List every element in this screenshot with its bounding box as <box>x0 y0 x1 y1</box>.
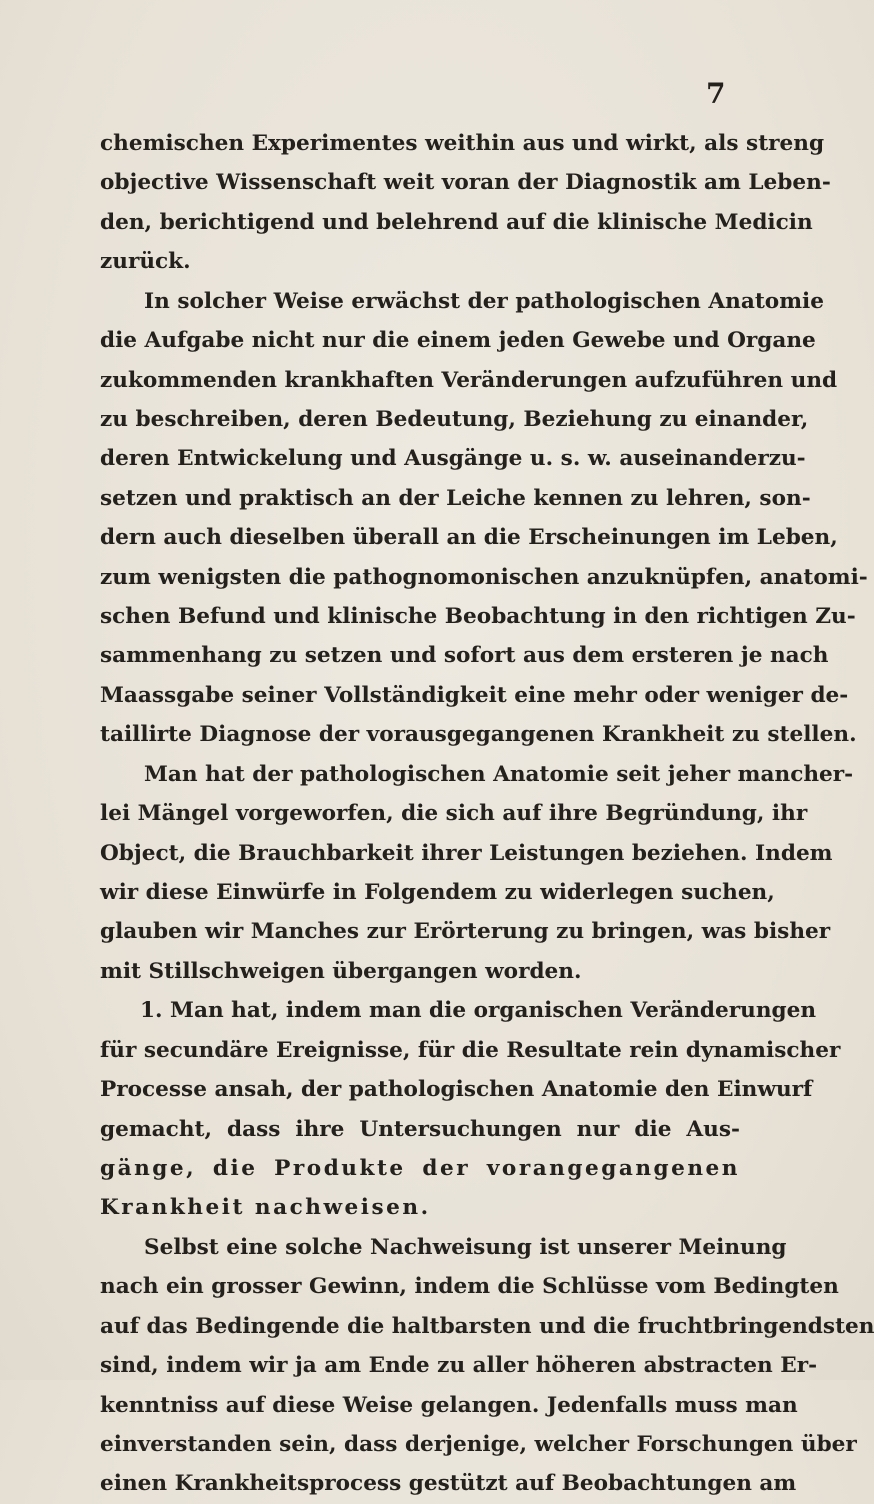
paragraph-start-line: Man hat der pathologischen Anatomie seit jeher mancher- <box>144 761 854 787</box>
text-line: wir diese Einwürfe in Folgendem zu widerlegen suchen, <box>100 880 775 906</box>
spaced-emphasis-line: gänge, die Produkte der vorangegangenen <box>100 1155 740 1181</box>
text-line: chemischen Experimentes weithin aus und wirkt, als streng <box>100 131 825 156</box>
text-line: die Aufgabe nicht nur die einem jeden Gewebe und Organe <box>100 328 816 354</box>
spaced-emphasis-line: Krankheit nachweisen. <box>100 1195 431 1221</box>
text-line: auf das Bedingende die haltbarsten und die fruchtbringendsten <box>100 1313 874 1339</box>
text-line: Maassgabe seiner Vollständigkeit eine mehr oder weniger de- <box>100 682 849 708</box>
text-line: deren Entwickelung und Ausgänge u. s. w. auseinanderzu- <box>100 446 806 472</box>
text-line: dern auch dieselben überall an die Erscheinungen im Leben, <box>100 525 838 551</box>
paragraph-start-line: 1. Man hat, indem man die organischen Veränderungen <box>140 998 817 1024</box>
text-line: den, berichtigend und belehrend auf die klinische Medicin <box>100 209 813 235</box>
text-line: für secundäre Ereignisse, für die Resultate rein dynamischer <box>100 1037 841 1063</box>
text-line: glauben wir Manches zur Erörterung zu bringen, was bisher <box>100 919 831 945</box>
text-line: einen Krankheitsprocess gestützt auf Beobachtungen am <box>100 1471 797 1497</box>
text-line: lei Mängel vorgeworfen, die sich auf ihre Begründung, ihr <box>100 801 808 827</box>
text-line: kenntniss auf diese Weise gelangen. Jedenfalls muss man <box>100 1392 798 1418</box>
text-line: gemacht, dass ihre Untersuchungen nur die Aus- <box>100 1116 740 1142</box>
body-text <box>100 124 874 1504</box>
text-line: zu beschreiben, deren Bedeutung, Beziehung zu einander, <box>100 406 809 432</box>
text-line: einverstanden sein, dass derjenige, welcher Forschungen über <box>100 1431 857 1457</box>
page-number: 7 <box>706 77 726 110</box>
text-line: Processe ansah, der pathologischen Anatomie den Einwurf <box>100 1077 813 1103</box>
text-line: zurück. <box>100 249 191 275</box>
text-line: sammenhang zu setzen und sofort aus dem ersteren je nach <box>100 643 829 669</box>
text-line: mit Stillschweigen übergangen worden. <box>100 958 582 984</box>
text-line: schen Befund und klinische Beobachtung in den richtigen Zu- <box>100 604 856 630</box>
text-line: zum wenigsten die pathognomonischen anzuknüpfen, anatomi- <box>100 564 868 590</box>
text-line: zukommenden krankhaften Veränderungen aufzuführen und <box>100 367 838 393</box>
text-line: taillirte Diagnose der vorausgegangenen Krankheit zu stellen. <box>100 722 857 748</box>
text-line: Object, die Brauchbarkeit ihrer Leistungen beziehen. Indem <box>100 840 833 866</box>
paragraph-start-line: Selbst eine solche Nachweisung ist unserer Meinung <box>144 1234 787 1260</box>
text-line: setzen und praktisch an der Leiche kennen zu lehren, son- <box>100 485 811 511</box>
text-line: objective Wissenschaft weit voran der Diagnostik am Leben- <box>100 170 831 196</box>
text-line: nach ein grosser Gewinn, indem die Schlüsse vom Bedingten <box>100 1274 839 1300</box>
text-line: sind, indem wir ja am Ende zu aller höheren abstracten Er- <box>100 1353 818 1379</box>
paragraph-start-line: In solcher Weise erwächst der pathologischen Anatomie <box>144 288 824 314</box>
